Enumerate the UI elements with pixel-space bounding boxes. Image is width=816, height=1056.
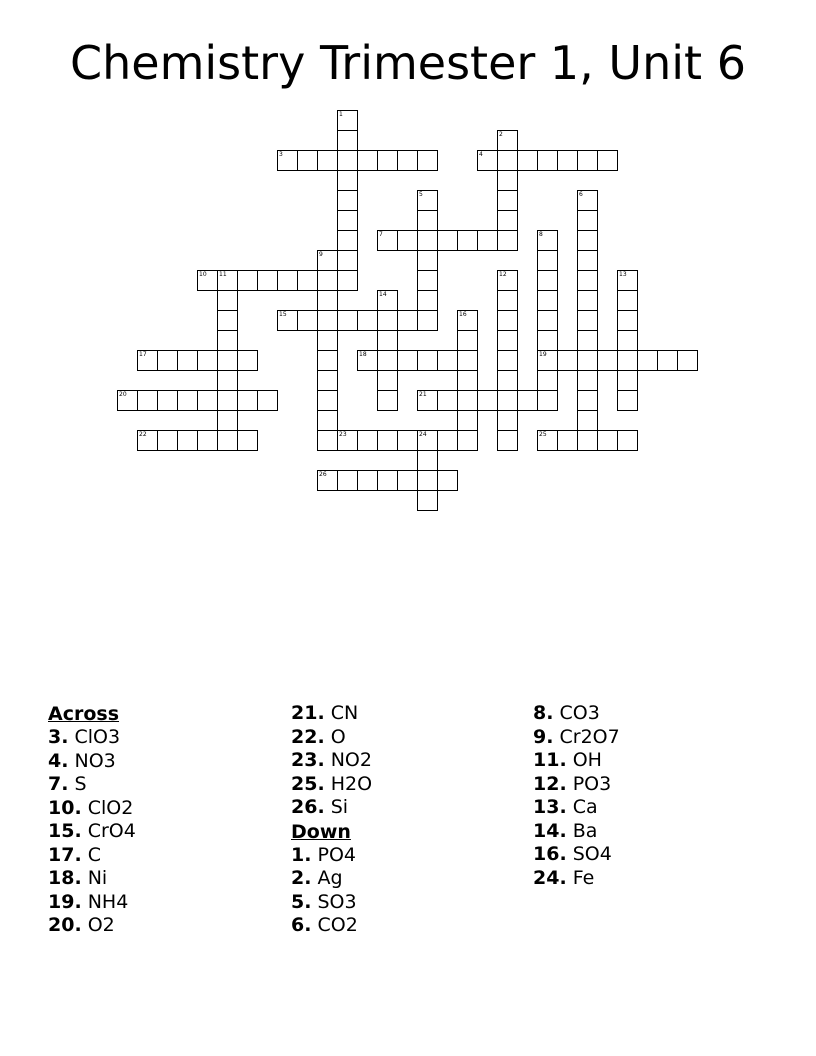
crossword-cell[interactable] [417, 310, 438, 331]
crossword-cell[interactable] [577, 210, 598, 231]
clue-text: NO3 [74, 749, 116, 772]
clue-text: Si [330, 796, 349, 818]
crossword-cell[interactable] [317, 410, 338, 431]
crossword-cell[interactable] [337, 270, 358, 291]
clue-item [533, 843, 620, 867]
crossword-cell[interactable] [217, 430, 238, 451]
crossword-cell[interactable] [337, 470, 358, 491]
crossword-cell[interactable] [577, 430, 598, 451]
crossword-cell[interactable] [377, 330, 398, 351]
crossword-cell[interactable] [177, 390, 198, 411]
clue-text: ClO3 [74, 726, 121, 748]
clue-item [291, 773, 372, 797]
clue-number-label: 4. [48, 749, 69, 772]
crossword-cell[interactable] [317, 150, 338, 171]
clue-text: PO3 [572, 772, 612, 795]
clue-item [48, 773, 136, 797]
crossword-cell[interactable] [617, 370, 638, 391]
clue-text: SO4 [572, 843, 612, 865]
crossword-cell[interactable] [117, 390, 138, 411]
crossword-cell[interactable] [397, 470, 418, 491]
clue-text: OH [572, 749, 602, 771]
crossword-cell[interactable] [417, 190, 438, 211]
crossword-grid [0, 0, 816, 520]
clue-number: 1 [339, 111, 343, 118]
clue-number: 10 [199, 271, 207, 278]
clue-text: NH4 [87, 890, 129, 913]
clue-number: 19 [539, 351, 547, 358]
crossword-cell[interactable] [497, 370, 518, 391]
crossword-cell[interactable] [317, 290, 338, 311]
crossword-cell[interactable] [377, 310, 398, 331]
crossword-cell[interactable] [597, 350, 618, 371]
crossword-cell[interactable] [197, 390, 218, 411]
clue-number-label: 19. [48, 890, 82, 913]
crossword-cell[interactable] [277, 270, 298, 291]
crossword-cell[interactable] [297, 270, 318, 291]
crossword-cell[interactable] [157, 430, 178, 451]
crossword-cell[interactable] [497, 270, 518, 291]
page-title: Chemistry Trimester 1, Unit 6 [70, 36, 746, 90]
clue-number-label: 6. [291, 914, 312, 936]
crossword-cell[interactable] [477, 150, 498, 171]
clue-item [48, 726, 136, 750]
clue-number: 15 [279, 311, 287, 318]
crossword-cell[interactable] [337, 430, 358, 451]
crossword-cell[interactable] [417, 350, 438, 371]
clue-number-label: 10. [48, 796, 82, 819]
clue-text: Ca [572, 796, 598, 818]
crossword-cell[interactable] [497, 410, 518, 431]
clue-item [48, 797, 136, 821]
clue-number-label: 16. [533, 843, 567, 865]
crossword-cell[interactable] [577, 330, 598, 351]
crossword-cell[interactable] [537, 430, 558, 451]
clue-number: 24 [419, 431, 427, 438]
crossword-cell[interactable] [337, 210, 358, 231]
clue-number: 2 [499, 131, 503, 138]
crossword-cell[interactable] [217, 410, 238, 431]
clue-number: 22 [139, 431, 147, 438]
crossword-cell[interactable] [337, 130, 358, 151]
clue-number: 26 [319, 471, 327, 478]
crossword-cell[interactable] [537, 310, 558, 331]
clue-item [48, 891, 136, 915]
crossword-cell[interactable] [497, 310, 518, 331]
crossword-cell[interactable] [517, 390, 538, 411]
clue-text: CN [330, 702, 359, 724]
crossword-cell[interactable] [497, 130, 518, 151]
crossword-cell[interactable] [217, 270, 238, 291]
clue-item [291, 796, 372, 820]
crossword-cell[interactable] [417, 270, 438, 291]
crossword-cell[interactable] [377, 150, 398, 171]
clue-number: 12 [499, 271, 507, 278]
crossword-cell[interactable] [397, 430, 418, 451]
crossword-cell[interactable] [557, 430, 578, 451]
crossword-cell[interactable] [577, 190, 598, 211]
crossword-cell[interactable] [617, 430, 638, 451]
crossword-cell[interactable] [317, 350, 338, 371]
clue-number: 5 [419, 191, 423, 198]
crossword-cell[interactable] [417, 390, 438, 411]
crossword-cell[interactable] [317, 370, 338, 391]
crossword-cell[interactable] [217, 330, 238, 351]
clue-number-label: 21. [291, 702, 325, 724]
clue-item [48, 867, 136, 891]
crossword-cell[interactable] [197, 430, 218, 451]
clue-item [533, 867, 620, 891]
crossword-cell[interactable] [477, 230, 498, 251]
clue-text: CO3 [559, 702, 600, 724]
crossword-cell[interactable] [377, 230, 398, 251]
crossword-cell[interactable] [617, 350, 638, 371]
crossword-cell[interactable] [297, 310, 318, 331]
clue-text: Ag [317, 867, 343, 889]
crossword-cell[interactable] [577, 250, 598, 271]
clue-number-label: 5. [291, 890, 312, 913]
crossword-cell[interactable] [537, 390, 558, 411]
crossword-cell[interactable] [617, 310, 638, 331]
clue-item [533, 820, 620, 844]
crossword-cell[interactable] [557, 350, 578, 371]
crossword-cell[interactable] [297, 150, 318, 171]
crossword-cell[interactable] [457, 230, 478, 251]
crossword-cell[interactable] [417, 290, 438, 311]
clue-number: 8 [539, 231, 543, 238]
crossword-cell[interactable] [617, 390, 638, 411]
crossword-cell[interactable] [217, 350, 238, 371]
crossword-cell[interactable] [437, 390, 458, 411]
crossword-cell[interactable] [337, 310, 358, 331]
clue-number: 4 [479, 151, 483, 158]
clue-text: PO4 [317, 843, 357, 866]
clue-number-label: 17. [48, 843, 82, 866]
clue-item [533, 773, 620, 797]
crossword-cell[interactable] [377, 430, 398, 451]
clue-number: 16 [459, 311, 467, 318]
crossword-cell[interactable] [397, 350, 418, 371]
crossword-cell[interactable] [537, 370, 558, 391]
clues-column-2 [291, 702, 372, 938]
crossword-cell[interactable] [237, 430, 258, 451]
crossword-cell[interactable] [257, 390, 278, 411]
clue-number-label: 8. [533, 702, 554, 724]
clue-number-label: 12. [533, 772, 567, 795]
crossword-cell[interactable] [417, 450, 438, 471]
crossword-cell[interactable] [177, 350, 198, 371]
clue-item [48, 820, 136, 844]
clue-item [291, 891, 372, 915]
clue-item [291, 749, 372, 773]
crossword-cell[interactable] [657, 350, 678, 371]
crossword-cell[interactable] [317, 310, 338, 331]
clue-item [533, 749, 620, 773]
clue-text: ClO2 [87, 796, 134, 819]
crossword-cell[interactable] [437, 470, 458, 491]
crossword-cell[interactable] [617, 290, 638, 311]
clue-number: 7 [379, 231, 383, 238]
crossword-cell[interactable] [337, 150, 358, 171]
crossword-cell[interactable] [437, 350, 458, 371]
crossword-cell[interactable] [497, 170, 518, 191]
crossword-cell[interactable] [577, 370, 598, 391]
clue-text: Ni [87, 867, 108, 889]
crossword-cell[interactable] [457, 410, 478, 431]
clue-number: 14 [379, 291, 387, 298]
clue-text: O2 [87, 914, 115, 936]
crossword-cell[interactable] [497, 430, 518, 451]
crossword-cell[interactable] [337, 190, 358, 211]
clue-item [48, 750, 136, 774]
clue-item [291, 914, 372, 938]
clue-number-label: 11. [533, 749, 567, 771]
crossword-cell[interactable] [437, 230, 458, 251]
clue-number-label: 25. [291, 772, 325, 795]
crossword-cell[interactable] [577, 390, 598, 411]
crossword-cell[interactable] [357, 430, 378, 451]
crossword-cell[interactable] [197, 270, 218, 291]
crossword-cell[interactable] [397, 230, 418, 251]
clue-number: 21 [419, 391, 427, 398]
across-header: Across [48, 703, 120, 725]
crossword-cell[interactable] [277, 310, 298, 331]
clue-text: CrO4 [87, 820, 136, 842]
crossword-cell[interactable] [137, 430, 158, 451]
crossword-cell[interactable] [517, 150, 538, 171]
crossword-cell[interactable] [317, 250, 338, 271]
clue-item [291, 726, 372, 750]
crossword-cell[interactable] [577, 230, 598, 251]
crossword-cell[interactable] [597, 150, 618, 171]
crossword-cell[interactable] [497, 290, 518, 311]
crossword-cell[interactable] [417, 150, 438, 171]
crossword-cell[interactable] [357, 350, 378, 371]
crossword-cell[interactable] [497, 190, 518, 211]
clue-number-label: 18. [48, 867, 82, 889]
clue-number: 11 [219, 271, 227, 278]
crossword-cell[interactable] [497, 230, 518, 251]
clue-text: NO2 [330, 749, 372, 771]
clue-text: Cr2O7 [559, 725, 620, 748]
crossword-cell[interactable] [457, 390, 478, 411]
clue-number-label: 23. [291, 749, 325, 771]
crossword-cell[interactable] [277, 150, 298, 171]
clue-number-label: 15. [48, 820, 82, 842]
crossword-cell[interactable] [397, 150, 418, 171]
crossword-cell[interactable] [477, 390, 498, 411]
crossword-cell[interactable] [317, 430, 338, 451]
crossword-cell[interactable] [177, 430, 198, 451]
crossword-cell[interactable] [317, 470, 338, 491]
clue-item [533, 726, 620, 750]
crossword-cell[interactable] [497, 150, 518, 171]
crossword-cell[interactable] [377, 390, 398, 411]
crossword-cell[interactable] [417, 210, 438, 231]
crossword-cell[interactable] [237, 270, 258, 291]
clues-column-3 [533, 702, 620, 890]
crossword-cell[interactable] [497, 350, 518, 371]
clue-number: 18 [359, 351, 367, 358]
clue-item [291, 844, 372, 868]
crossword-cell[interactable] [677, 350, 698, 371]
clue-number-label: 3. [48, 726, 69, 748]
clue-number-label: 1. [291, 843, 312, 866]
crossword-cell[interactable] [157, 390, 178, 411]
crossword-cell[interactable] [217, 290, 238, 311]
clue-number-label: 20. [48, 914, 82, 936]
crossword-cell[interactable] [237, 390, 258, 411]
crossword-cell[interactable] [377, 370, 398, 391]
crossword-cell[interactable] [377, 290, 398, 311]
crossword-cell[interactable] [357, 150, 378, 171]
crossword-cell[interactable] [257, 270, 278, 291]
crossword-cell[interactable] [217, 390, 238, 411]
clue-number: 23 [339, 431, 347, 438]
crossword-cell[interactable] [217, 370, 238, 391]
crossword-cell[interactable] [417, 230, 438, 251]
crossword-cell[interactable] [457, 310, 478, 331]
clue-number: 20 [119, 391, 127, 398]
crossword-cell[interactable] [537, 250, 558, 271]
crossword-cell[interactable] [457, 430, 478, 451]
crossword-cell[interactable] [357, 310, 378, 331]
clue-item [533, 796, 620, 820]
crossword-cell[interactable] [197, 350, 218, 371]
crossword-cell[interactable] [137, 350, 158, 371]
crossword-cell[interactable] [577, 410, 598, 431]
clue-item [291, 702, 372, 726]
clues-column-1 [48, 702, 136, 938]
crossword-cell[interactable] [577, 150, 598, 171]
clue-number-label: 9. [533, 725, 554, 748]
crossword-cell[interactable] [577, 310, 598, 331]
crossword-cell[interactable] [217, 310, 238, 331]
crossword-cell[interactable] [137, 390, 158, 411]
clue-item [533, 702, 620, 726]
crossword-cell[interactable] [457, 350, 478, 371]
clue-text: Fe [572, 866, 595, 889]
crossword-cell[interactable] [337, 230, 358, 251]
crossword-cell[interactable] [497, 390, 518, 411]
crossword-cell[interactable] [417, 430, 438, 451]
crossword-cell[interactable] [417, 490, 438, 511]
clue-number-label: 22. [291, 725, 325, 748]
down-header: Down [291, 820, 351, 843]
clue-number: 3 [279, 151, 283, 158]
clue-text: CO2 [317, 914, 358, 936]
crossword-cell[interactable] [537, 330, 558, 351]
crossword-cell[interactable] [537, 230, 558, 251]
clue-number: 25 [539, 431, 547, 438]
crossword-cell[interactable] [397, 310, 418, 331]
clue-number: 17 [139, 351, 147, 358]
crossword-cell[interactable] [317, 390, 338, 411]
crossword-cell[interactable] [357, 470, 378, 491]
crossword-cell[interactable] [417, 470, 438, 491]
crossword-cell[interactable] [437, 430, 458, 451]
clue-text: Ba [572, 819, 598, 842]
crossword-cell[interactable] [377, 350, 398, 371]
crossword-cell[interactable] [537, 350, 558, 371]
clue-number-label: 13. [533, 796, 567, 818]
clue-text: C [87, 843, 101, 866]
crossword-cell[interactable] [377, 470, 398, 491]
crossword-cell[interactable] [637, 350, 658, 371]
crossword-cell[interactable] [417, 250, 438, 271]
clue-number-label: 14. [533, 819, 567, 842]
clue-item [48, 844, 136, 868]
crossword-cell[interactable] [237, 350, 258, 371]
crossword-cell[interactable] [537, 290, 558, 311]
clue-item [48, 914, 136, 938]
crossword-cell[interactable] [337, 170, 358, 191]
clue-number-label: 7. [48, 773, 69, 795]
crossword-cell[interactable] [537, 150, 558, 171]
crossword-cell[interactable] [497, 210, 518, 231]
crossword-cell[interactable] [157, 350, 178, 371]
clue-number-label: 24. [533, 866, 567, 889]
crossword-cell[interactable] [557, 150, 578, 171]
clue-text: H2O [330, 772, 373, 795]
crossword-cell[interactable] [537, 270, 558, 291]
clue-text: S [74, 773, 87, 795]
crossword-cell[interactable] [617, 270, 638, 291]
crossword-cell[interactable] [457, 370, 478, 391]
crossword-cell[interactable] [597, 430, 618, 451]
crossword-cell[interactable] [337, 110, 358, 131]
crossword-cell[interactable] [317, 330, 338, 351]
clue-text: SO3 [317, 890, 357, 913]
clue-number-label: 26. [291, 796, 325, 818]
clue-number: 6 [579, 191, 583, 198]
clue-number-label: 2. [291, 867, 312, 889]
crossword-cell[interactable] [577, 290, 598, 311]
crossword-cell[interactable] [577, 350, 598, 371]
crossword-cell[interactable] [317, 270, 338, 291]
crossword-cell[interactable] [617, 330, 638, 351]
clue-number: 13 [619, 271, 627, 278]
clue-text: O [330, 725, 346, 748]
clue-item [291, 867, 372, 891]
crossword-cell[interactable] [577, 270, 598, 291]
crossword-cell[interactable] [497, 330, 518, 351]
crossword-cell[interactable] [337, 250, 358, 271]
crossword-cell[interactable] [457, 330, 478, 351]
clue-number: 9 [319, 251, 323, 258]
